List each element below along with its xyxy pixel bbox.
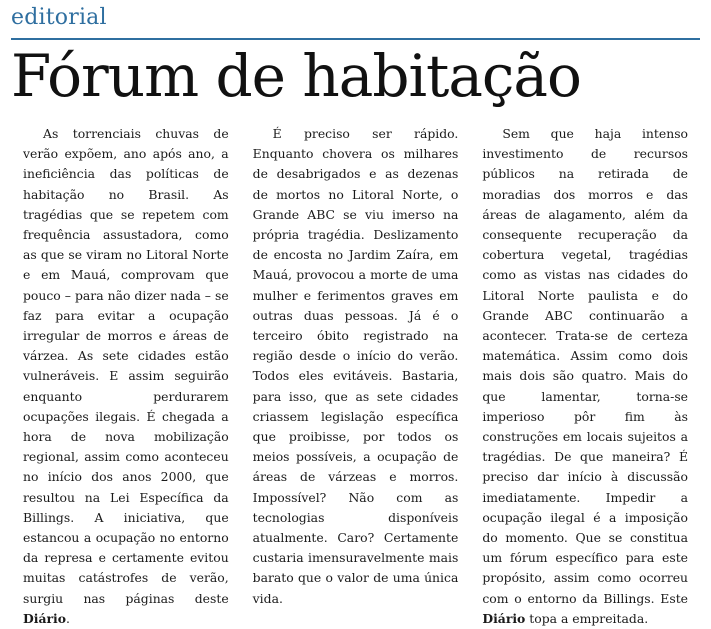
section-rule	[11, 38, 700, 40]
headline: Fórum de habitação	[11, 42, 581, 110]
newspaper-name: Diário	[482, 610, 526, 626]
column-3	[470, 124, 700, 626]
paragraph-text-end: topa a empreitada.	[525, 610, 649, 626]
column-2	[241, 124, 471, 606]
paragraph-text-end: .	[65, 610, 70, 626]
paragraph-text: É preciso ser rápido. Enquanto chovera os milhares de desabrigados e as dezenas de mortos no Litoral Norte, o Grande ABC se viu imerso na própria tragédia. Deslizamento de encosta no Jardim Zaíra, em Mauá, provocou a morte de uma mulher e ferimentos graves em outras duas pessoas. Já é o terceiro óbito registrado na região desde o início do verão. Todos eles evitáveis. Bastaria, para isso, que as sete cidades criassem legislação específica que proibisse, por todos os meios possíveis, a ocupação de áreas de várzeas e morros. Impossível? Não com as tecnologias disponíveis atualmente. Caro? Certamente custaria imensuravelmente mais barato que o valor de uma única vida.	[252, 126, 459, 606]
newspaper-name: Diário	[23, 610, 66, 626]
paragraph-text: As torrenciais chuvas de verão expõem, ano após ano, a ineficiência das políticas de habitação no Brasil. As tragédias que se repetem com frequência assustadora, como as que se viram no Litoral Norte e em Mauá, comprovam que pouco – para não dizer nada – se faz para evitar a ocupação irregular de morros e áreas de várzea. As sete cidades estão vulneráveis. E assim seguirão enquanto perdurarem ocupações ilegais. É chegada a hora de nova mobilização regional, assim como aconteceu no início dos anos 2000, que resultou na Lei Específica da Billings. A iniciativa, que estancou a ocupação no entorno da represa e certamente evitou muitas catástrofes de verão, surgiu nas páginas deste	[23, 126, 229, 606]
paragraph	[482, 124, 688, 629]
article-body	[11, 124, 700, 626]
paragraph-text: Sem que haja intenso investimento de recursos públicos na retirada de moradias dos morros e das áreas de alagamento, além da consequente recuperação da cobertura vegetal, tragédias como as vistas nas cidades do Litoral Norte paulista e do Grande ABC continuarão a acontecer. Trata-se de certeza matemática. Assim como dois mais dois são quatro. Mais do que lamentar, torna-se imperioso pôr fim às construções em locais sujeitos a tragédias. De que maneira? É preciso dar início à discussão imediatamente. Impedir a ocupação ilegal é a imposição do momento. Que se constitua um fórum específico para este propósito, assim como ocorreu com o entorno da Billings. Este	[482, 126, 689, 606]
paragraph	[23, 124, 229, 629]
paragraph	[253, 124, 459, 609]
section-label: editorial	[11, 5, 107, 30]
column-1	[11, 124, 241, 626]
